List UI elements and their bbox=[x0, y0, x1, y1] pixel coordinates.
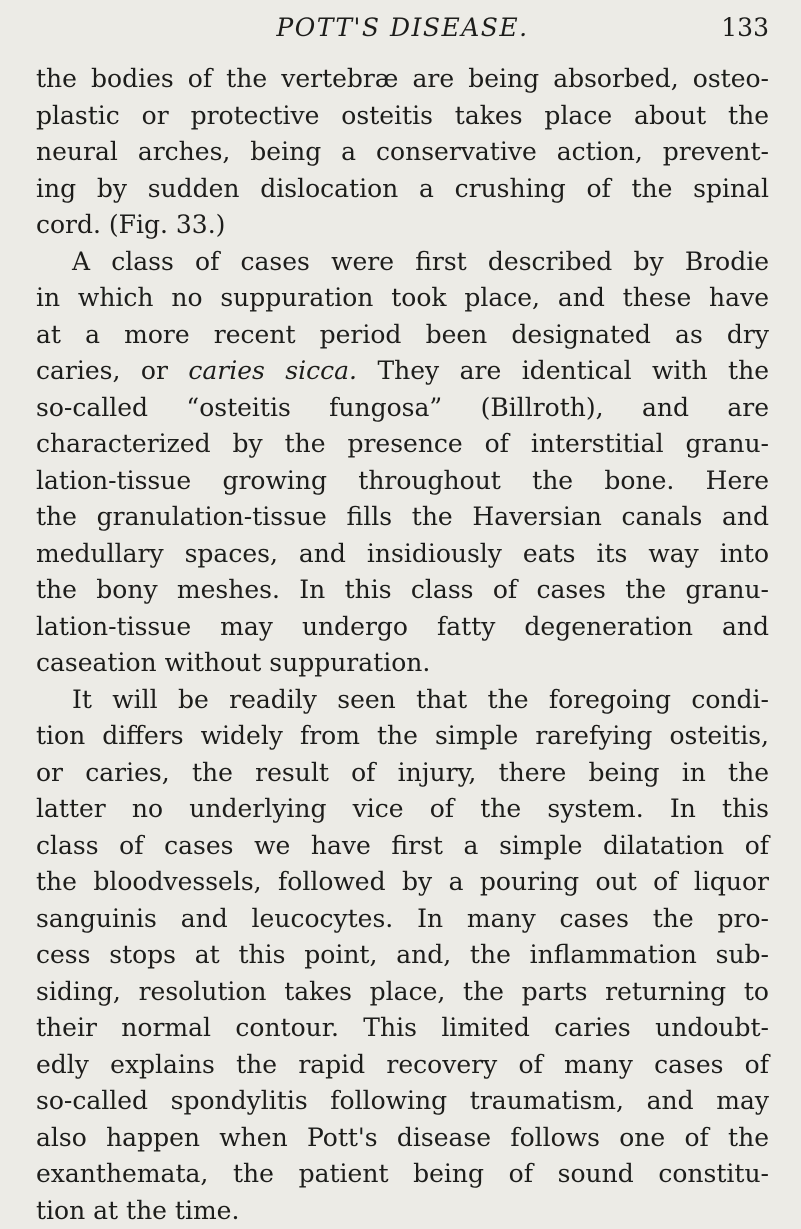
text-line: plastic or protective osteitis takes place about the bbox=[36, 98, 769, 135]
text-line: A class of cases were first described by Brodie bbox=[36, 244, 769, 281]
text-line: their normal contour. This limited caries undoubt- bbox=[36, 1010, 769, 1047]
text-line: cess stops at this point, and, the inflammation sub- bbox=[36, 937, 769, 974]
italic-term: caries sicca. bbox=[188, 356, 357, 385]
running-head bbox=[36, 8, 769, 48]
text-line: class of cases we have first a simple dilatation of bbox=[36, 828, 769, 865]
text-line: or caries, the result of injury, there being in the bbox=[36, 755, 769, 792]
text-line: tion at the time. bbox=[36, 1193, 769, 1229]
text-line: It will be readily seen that the foregoing condi- bbox=[36, 682, 769, 719]
text-line: ing by sudden dislocation a crushing of the spinal bbox=[36, 171, 769, 208]
text-line: caseation without suppuration. bbox=[36, 645, 769, 682]
page-number: 133 bbox=[721, 8, 769, 48]
text-line: edly explains the rapid recovery of many cases of bbox=[36, 1047, 769, 1084]
text-line: siding, resolution takes place, the parts returning to bbox=[36, 974, 769, 1011]
text-line: neural arches, being a conservative action, prevent- bbox=[36, 134, 769, 171]
text-line: tion differs widely from the simple rarefying osteitis, bbox=[36, 718, 769, 755]
text-line: lation-tissue may undergo fatty degeneration and bbox=[36, 609, 769, 646]
text-line: in which no suppuration took place, and these have bbox=[36, 280, 769, 317]
text-line: exanthemata, the patient being of sound constitu- bbox=[36, 1156, 769, 1193]
text-line: the granulation-tissue fills the Haversian canals and bbox=[36, 499, 769, 536]
text-line: so-called “osteitis fungosa” (Billroth), and are bbox=[36, 390, 769, 427]
text-line: lation-tissue growing throughout the bone. Here bbox=[36, 463, 769, 500]
text-line: latter no underlying vice of the system. In this bbox=[36, 791, 769, 828]
text-line: sanguinis and leucocytes. In many cases the pro- bbox=[36, 901, 769, 938]
text-line: the bloodvessels, followed by a pouring out of liquor bbox=[36, 864, 769, 901]
body-text bbox=[36, 61, 769, 1229]
running-title: POTT'S DISEASE. bbox=[36, 8, 769, 48]
text-line: the bodies of the vertebræ are being absorbed, osteo- bbox=[36, 61, 769, 98]
text-line: at a more recent period been designated as dry bbox=[36, 317, 769, 354]
text-line: characterized by the presence of interstitial granu- bbox=[36, 426, 769, 463]
text-line: cord. (Fig. 33.) bbox=[36, 207, 769, 244]
text-line: the bony meshes. In this class of cases the granu- bbox=[36, 572, 769, 609]
text-line: medullary spaces, and insidiously eats its way into bbox=[36, 536, 769, 573]
text-line: caries, or caries sicca. They are identical with the bbox=[36, 353, 769, 390]
text-line: also happen when Pott's disease follows one of the bbox=[36, 1120, 769, 1157]
text-line: so-called spondylitis following traumatism, and may bbox=[36, 1083, 769, 1120]
